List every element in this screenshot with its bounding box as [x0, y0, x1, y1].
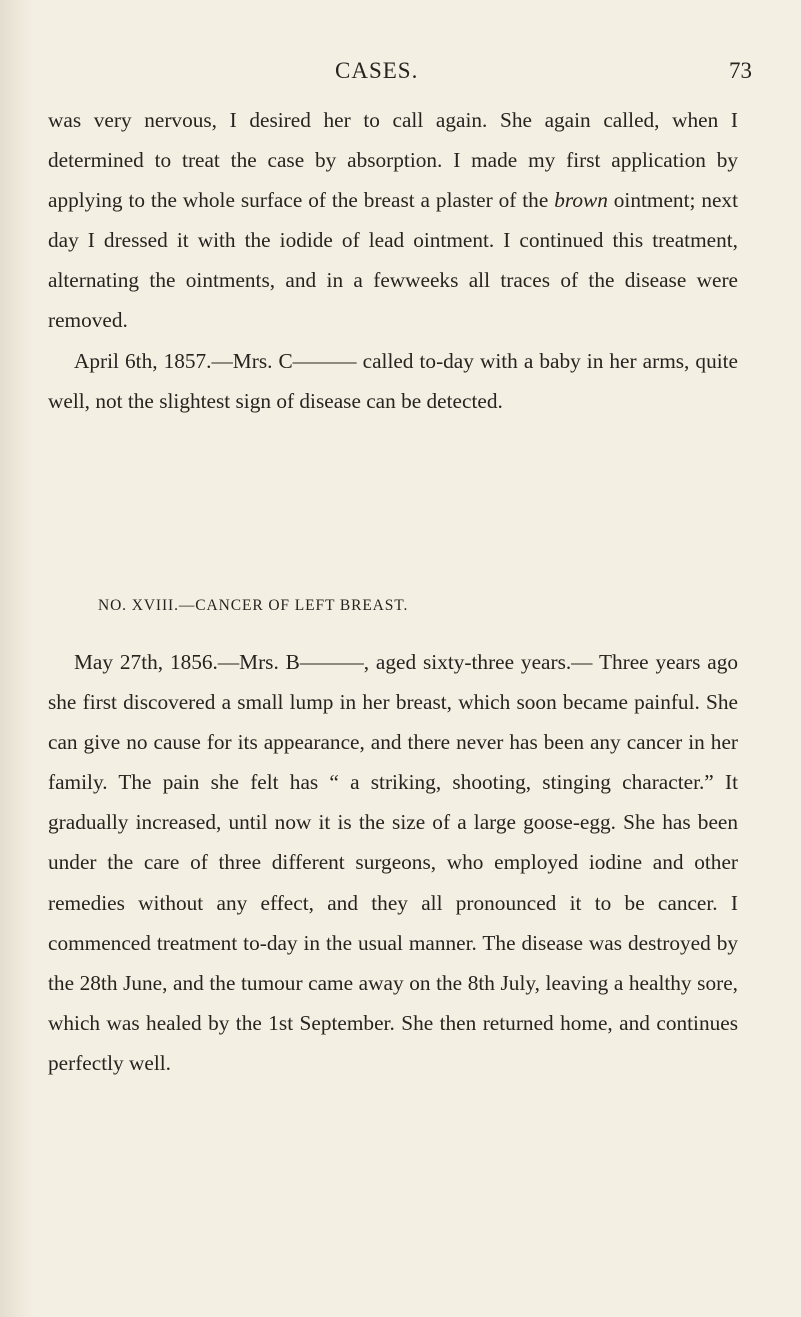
emphasis-brown: brown: [554, 188, 608, 213]
paragraph-april-entry: April 6th, 1857.—Mrs. C——— called to-day with a baby in her arms, quite well, not the slightest sign of disease can be detected.: [48, 348, 738, 413]
paragraph-case-xviii: May 27th, 1856.—Mrs. B———, aged sixty-three years.— Three years ago she first discovered a small lump in her breast, which soon became painful. She can give no cause for its appearance, and there never has been any cancer in her family. The pain she felt has “ a striking, shooting, stinging character.” It gradually increased, until now it is the size of a large goose-egg. She has been under the care of three different surgeons, who employed iodine and other remedies without any effect, and they all pronounced it to be cancer. I commenced treatment to-day in the usual manner. The disease was destroyed by the 28th June, and the tumour came away on the 8th July, leaving a healthy sore, which was healed by the 1st September. She then returned home, and continues perfectly well.: [48, 650, 738, 1075]
section-heading: NO. XVIII.—CANCER OF LEFT BREAST.: [98, 597, 409, 614]
body-text-top: [48, 100, 738, 421]
page-number: 73: [729, 58, 752, 83]
paragraph-continued: [48, 100, 738, 341]
paragraph-text-after-emphasis: ointment; next day I dressed it with the iodide of lead ointment. I continued this treatment, alternating the ointments, and in a fewweeks all traces of the disease were removed.: [48, 188, 738, 333]
page-header: [0, 58, 801, 94]
paragraph-text-before-emphasis: was very nervous, I desired her to call again. She again called, when I determined to treat the case by absorption. I made my first application by applying to the whole surface of the breast a plaster of the: [48, 108, 738, 213]
body-text-section: [48, 642, 738, 1083]
running-head: CASES.: [335, 58, 419, 83]
page-gutter-shadow: [0, 0, 34, 1317]
